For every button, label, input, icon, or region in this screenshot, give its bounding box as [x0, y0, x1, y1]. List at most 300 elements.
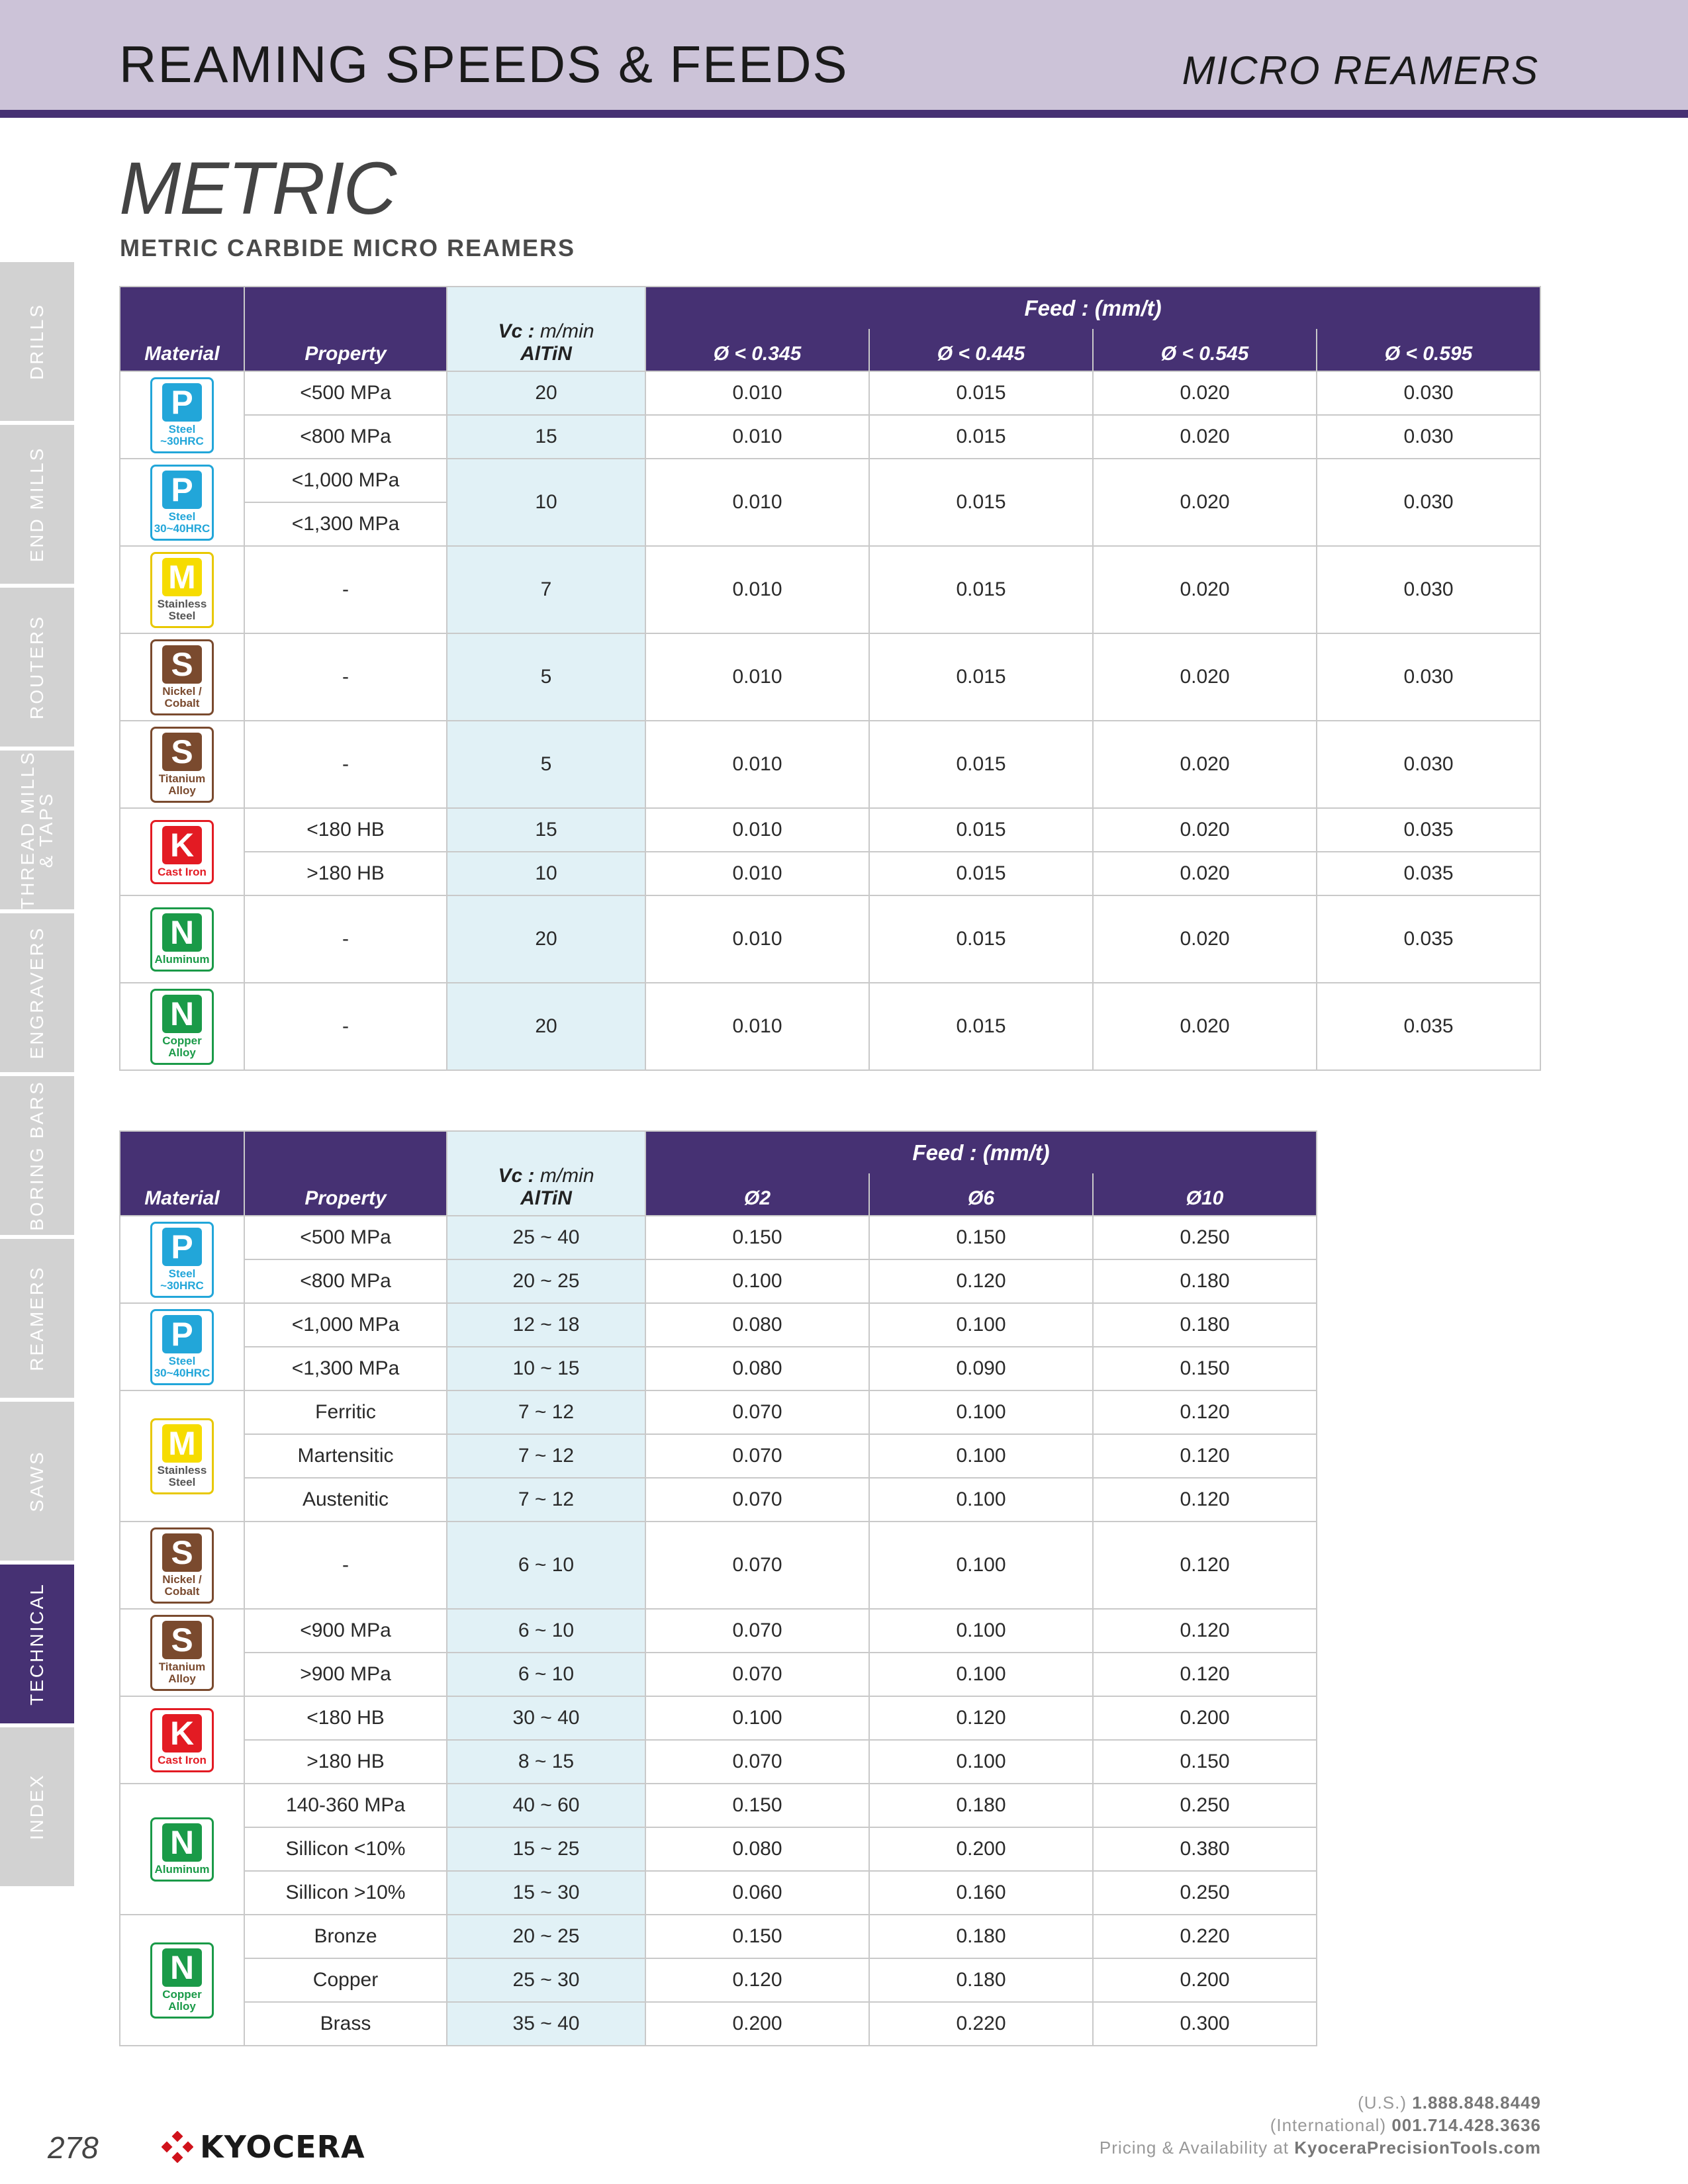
feed-cell: 0.070: [645, 1522, 869, 1609]
badge-text: Stainless Steel: [157, 1463, 207, 1488]
vc-cell: 30 ~ 40: [447, 1696, 645, 1740]
tab-label: [19, 751, 56, 909]
property-cell: Copper: [244, 1958, 447, 2002]
property-cell: -: [244, 895, 447, 983]
feed-cell: 0.035: [1317, 808, 1540, 852]
header-rule: [0, 110, 1688, 118]
table-row: [120, 459, 1540, 502]
feed-cell: 0.020: [1093, 721, 1317, 808]
vc-cell: 6 ~ 10: [447, 1609, 645, 1653]
badge-text: Titanium Alloy: [158, 1660, 206, 1685]
metric-feeds-table-1: [119, 286, 1541, 1071]
feed-cell: 0.010: [645, 415, 869, 459]
feed-cell: 0.200: [869, 1827, 1093, 1871]
feed-cell: 0.100: [869, 1740, 1093, 1784]
material-cell: [120, 721, 244, 808]
col-header-property: Property: [244, 287, 447, 371]
badge-letter: P: [162, 1228, 202, 1266]
feed-cell: 0.300: [1093, 2002, 1317, 2046]
property-cell: >180 HB: [244, 1740, 447, 1784]
tab-label: DRILLS: [26, 302, 47, 381]
property-cell: <180 HB: [244, 808, 447, 852]
feed-cell: 0.070: [645, 1740, 869, 1784]
feed-cell: 0.080: [645, 1347, 869, 1390]
feed-cell: 0.120: [1093, 1609, 1317, 1653]
feed-cell: 0.010: [645, 895, 869, 983]
property-cell: <500 MPa: [244, 371, 447, 415]
page-title: METRIC: [119, 147, 396, 230]
feed-cell: 0.200: [1093, 1696, 1317, 1740]
vc-cell: 20: [447, 983, 645, 1070]
table-row: [120, 852, 1540, 895]
feed-cell: 0.010: [645, 459, 869, 546]
material-cell: [120, 808, 244, 895]
material-badge-m: [150, 552, 214, 628]
property-cell: >180 HB: [244, 852, 447, 895]
feed-cell: 0.035: [1317, 983, 1540, 1070]
page-number: 278: [48, 2130, 99, 2165]
feed-cell: 0.100: [645, 1259, 869, 1303]
tab-thread-mills-taps[interactable]: [0, 751, 74, 913]
table-row: [120, 808, 1540, 852]
contact-web-line: Pricing & Availability at KyoceraPrecisionTools.com: [1099, 2138, 1541, 2158]
feed-cell: 0.180: [1093, 1259, 1317, 1303]
feed-cell: 0.020: [1093, 546, 1317, 633]
vc-cell: 15 ~ 25: [447, 1827, 645, 1871]
vc-cell: 40 ~ 60: [447, 1784, 645, 1827]
feed-cell: 0.100: [869, 1653, 1093, 1696]
feed-cell: 0.080: [645, 1303, 869, 1347]
badge-letter: P: [162, 383, 202, 422]
material-cell: [120, 983, 244, 1070]
material-cell: [120, 1390, 244, 1522]
feed-cell: 0.010: [645, 721, 869, 808]
material-badge-s: [150, 1615, 214, 1691]
feed-cell: 0.030: [1317, 415, 1540, 459]
col-header-vc: [447, 1131, 645, 1216]
feed-cell: 0.015: [869, 633, 1093, 721]
contact-info: [1100, 2091, 1541, 2159]
property-cell: <1,300 MPa: [244, 502, 447, 546]
property-cell: <1,000 MPa: [244, 1303, 447, 1347]
badge-text: Copper Alloy: [162, 1034, 202, 1059]
vc-cell: 15 ~ 30: [447, 1871, 645, 1915]
col-header-property: Property: [244, 1131, 447, 1216]
tab-drills[interactable]: [0, 262, 74, 425]
table-row: [120, 1303, 1317, 1347]
tab-label: REAMERS: [26, 1265, 47, 1371]
vc-cell: 8 ~ 15: [447, 1740, 645, 1784]
feed-cell: 0.030: [1317, 633, 1540, 721]
feed-cell: 0.030: [1317, 721, 1540, 808]
material-badge-m: [150, 1418, 214, 1494]
feed-cell: 0.250: [1093, 1784, 1317, 1827]
badge-text: Cast Iron: [158, 865, 207, 878]
material-cell: [120, 546, 244, 633]
feed-cell: 0.120: [645, 1958, 869, 2002]
vc-label: Vc :: [498, 1165, 535, 1187]
feed-cell: 0.200: [1093, 1958, 1317, 2002]
feed-cell: 0.020: [1093, 808, 1317, 852]
feed-cell: 0.150: [645, 1216, 869, 1259]
table-row: [120, 1958, 1317, 2002]
property-cell: Brass: [244, 2002, 447, 2046]
feed-cell: 0.250: [1093, 1871, 1317, 1915]
col-header-diameter: Ø < 0.445: [869, 329, 1093, 371]
tab-label: ROUTERS: [26, 615, 47, 719]
tab-engravers[interactable]: [0, 913, 74, 1076]
col-header-material: Material: [120, 1131, 244, 1216]
contact-us-line: (U.S.) 1.888.848.8449: [1358, 2093, 1541, 2113]
property-cell: -: [244, 546, 447, 633]
property-cell: <900 MPa: [244, 1609, 447, 1653]
feed-cell: 0.030: [1317, 459, 1540, 546]
feed-cell: 0.010: [645, 808, 869, 852]
feed-cell: 0.020: [1093, 895, 1317, 983]
property-cell: <180 HB: [244, 1696, 447, 1740]
tab-saws[interactable]: [0, 1402, 74, 1565]
property-cell: 140-360 MPa: [244, 1784, 447, 1827]
vc-coating: AlTiN: [520, 1187, 572, 1209]
feed-cell: 0.150: [869, 1216, 1093, 1259]
feed-cell: 0.015: [869, 546, 1093, 633]
tab-label: ENGRAVERS: [26, 926, 47, 1060]
feed-cell: 0.150: [1093, 1347, 1317, 1390]
badge-text: Titanium Alloy: [158, 772, 206, 797]
tab-label: INDEX: [26, 1773, 47, 1841]
website-link[interactable]: KyoceraPrecisionTools.com: [1294, 2138, 1541, 2158]
tab-routers[interactable]: [0, 588, 74, 751]
vc-cell: 10: [447, 459, 645, 546]
feed-cell: 0.100: [869, 1303, 1093, 1347]
badge-letter: P: [162, 1315, 202, 1353]
header-title: REAMING SPEEDS & FEEDS: [119, 35, 849, 93]
feed-cell: 0.120: [1093, 1390, 1317, 1434]
material-cell: [120, 1784, 244, 1915]
material-cell: [120, 633, 244, 721]
feed-cell: 0.035: [1317, 895, 1540, 983]
table-row: [120, 1740, 1317, 1784]
feed-cell: 0.100: [869, 1434, 1093, 1478]
property-cell: -: [244, 983, 447, 1070]
feed-cell: 0.100: [645, 1696, 869, 1740]
feed-cell: 0.030: [1317, 371, 1540, 415]
badge-letter: P: [162, 471, 202, 509]
vc-cell: 20: [447, 371, 645, 415]
table-row: [120, 1696, 1317, 1740]
feed-cell: 0.150: [1093, 1740, 1317, 1784]
feed-cell: 0.180: [869, 1958, 1093, 2002]
feed-cell: 0.010: [645, 371, 869, 415]
table-row: [120, 415, 1540, 459]
property-cell: -: [244, 721, 447, 808]
vc-coating: AlTiN: [520, 343, 572, 365]
material-badge-n: [150, 907, 214, 972]
material-badge-s: [150, 639, 214, 715]
metric-feeds-table-2: [119, 1130, 1317, 2046]
vc-cell: 15: [447, 808, 645, 852]
badge-letter: N: [162, 1823, 202, 1862]
col-header-feed: Feed : (mm/t): [645, 1131, 1317, 1173]
table-row: [120, 1609, 1317, 1653]
feed-cell: 0.015: [869, 415, 1093, 459]
tab-label: TECHNICAL: [26, 1582, 47, 1706]
material-cell: [120, 1915, 244, 2046]
vc-cell: 35 ~ 40: [447, 2002, 645, 2046]
vc-cell: 7 ~ 12: [447, 1390, 645, 1434]
feed-cell: 0.070: [645, 1434, 869, 1478]
feed-cell: 0.120: [1093, 1522, 1317, 1609]
vc-cell: 6 ~ 10: [447, 1653, 645, 1696]
page-subtitle: METRIC CARBIDE MICRO REAMERS: [120, 234, 576, 261]
vc-unit: m/min: [539, 1165, 594, 1187]
feed-cell: 0.015: [869, 852, 1093, 895]
col-header-diameter: Ø < 0.345: [645, 329, 869, 371]
badge-letter: S: [162, 733, 202, 771]
badge-text: Cast Iron: [158, 1753, 207, 1766]
property-cell: -: [244, 633, 447, 721]
feed-cell: 0.060: [645, 1871, 869, 1915]
col-header-diameter: Ø2: [645, 1173, 869, 1216]
material-cell: [120, 1696, 244, 1784]
table-row: [120, 1347, 1317, 1390]
feed-cell: 0.120: [869, 1259, 1093, 1303]
tab-end-mills[interactable]: [0, 425, 74, 588]
table-row: [120, 371, 1540, 415]
table-row: [120, 1827, 1317, 1871]
property-cell: <800 MPa: [244, 1259, 447, 1303]
table-row: [120, 2002, 1317, 2046]
feed-cell: 0.220: [869, 2002, 1093, 2046]
property-cell: Martensitic: [244, 1434, 447, 1478]
kyocera-mark-icon: [162, 2131, 193, 2163]
feed-cell: 0.070: [645, 1478, 869, 1522]
badge-text: Copper Alloy: [162, 1987, 202, 2013]
col-header-vc: [447, 287, 645, 371]
feed-cell: 0.015: [869, 808, 1093, 852]
vc-cell: 25 ~ 30: [447, 1958, 645, 2002]
vc-cell: 7 ~ 12: [447, 1434, 645, 1478]
feed-cell: 0.150: [645, 1915, 869, 1958]
badge-text: Steel 30~40HRC: [154, 510, 211, 535]
table-row: [120, 1390, 1317, 1434]
table-row: [120, 1434, 1317, 1478]
table-row: [120, 1522, 1317, 1609]
intl-phone: 001.714.428.3636: [1391, 2115, 1541, 2135]
material-badge-k: [150, 1708, 214, 1772]
material-badge-p: [150, 465, 214, 541]
feed-cell: 0.180: [1093, 1303, 1317, 1347]
feed-cell: 0.030: [1317, 546, 1540, 633]
feed-cell: 0.150: [645, 1784, 869, 1827]
feed-cell: 0.180: [869, 1915, 1093, 1958]
property-cell: Ferritic: [244, 1390, 447, 1434]
material-badge-p: [150, 1309, 214, 1385]
tab-boring-bars[interactable]: [0, 1076, 74, 1239]
badge-text: Steel ~30HRC: [160, 422, 204, 447]
col-header-material: Material: [120, 287, 244, 371]
feed-cell: 0.015: [869, 459, 1093, 546]
tab-reamers[interactable]: [0, 1239, 74, 1402]
property-cell: >900 MPa: [244, 1653, 447, 1696]
vc-cell: 20: [447, 895, 645, 983]
header-section: MICRO REAMERS: [1182, 48, 1539, 93]
feed-cell: 0.020: [1093, 633, 1317, 721]
vc-cell: 7 ~ 12: [447, 1478, 645, 1522]
material-cell: [120, 1609, 244, 1696]
tab-label: END MILLS: [26, 446, 47, 563]
badge-letter: S: [162, 1533, 202, 1572]
vc-cell: 5: [447, 721, 645, 808]
material-cell: [120, 1303, 244, 1390]
logo-text: KYOCERA: [200, 2129, 365, 2165]
feed-cell: 0.015: [869, 371, 1093, 415]
feed-cell: 0.010: [645, 983, 869, 1070]
vc-cell: 6 ~ 10: [447, 1522, 645, 1609]
badge-letter: N: [162, 1948, 202, 1987]
table-row: [120, 546, 1540, 633]
feed-cell: 0.120: [1093, 1434, 1317, 1478]
col-header-diameter: Ø6: [869, 1173, 1093, 1216]
property-cell: -: [244, 1522, 447, 1609]
col-header-diameter: Ø10: [1093, 1173, 1317, 1216]
feed-cell: 0.120: [869, 1696, 1093, 1740]
feed-cell: 0.015: [869, 721, 1093, 808]
feed-cell: 0.010: [645, 546, 869, 633]
table-row: [120, 1915, 1317, 1958]
vc-cell: 15: [447, 415, 645, 459]
badge-text: Aluminum: [154, 952, 210, 966]
table-row: [120, 983, 1540, 1070]
badge-text: Steel ~30HRC: [160, 1267, 204, 1292]
feed-cell: 0.020: [1093, 983, 1317, 1070]
feed-cell: 0.090: [869, 1347, 1093, 1390]
property-cell: <800 MPa: [244, 415, 447, 459]
feed-cell: 0.035: [1317, 852, 1540, 895]
feed-cell: 0.100: [869, 1522, 1093, 1609]
feed-cell: 0.100: [869, 1609, 1093, 1653]
vc-unit: m/min: [539, 320, 594, 342]
us-phone: 1.888.848.8449: [1412, 2093, 1541, 2113]
vc-cell: 20 ~ 25: [447, 1915, 645, 1958]
feed-cell: 0.100: [869, 1478, 1093, 1522]
feed-cell: 0.070: [645, 1609, 869, 1653]
tab-label-line1: THREAD MILLS: [17, 751, 38, 909]
badge-text: Nickel / Cobalt: [162, 684, 202, 709]
material-cell: [120, 1216, 244, 1303]
feed-cell: 0.070: [645, 1390, 869, 1434]
material-cell: [120, 895, 244, 983]
feed-cell: 0.015: [869, 983, 1093, 1070]
table-row: [120, 895, 1540, 983]
vc-cell: 20 ~ 25: [447, 1259, 645, 1303]
badge-letter: N: [162, 995, 202, 1033]
contact-intl-line: (International) 001.714.428.3636: [1270, 2115, 1541, 2135]
badge-text: Aluminum: [154, 1862, 210, 1876]
material-badge-p: [150, 377, 214, 453]
feed-cell: 0.020: [1093, 415, 1317, 459]
feed-cell: 0.020: [1093, 371, 1317, 415]
feed-cell: 0.380: [1093, 1827, 1317, 1871]
material-badge-s: [150, 1527, 214, 1604]
feed-cell: 0.120: [1093, 1478, 1317, 1522]
badge-text: Steel 30~40HRC: [154, 1354, 211, 1379]
material-badge-n: [150, 1942, 214, 2019]
feed-cell: 0.100: [869, 1390, 1093, 1434]
badge-letter: S: [162, 1621, 202, 1659]
badge-letter: M: [162, 1424, 202, 1463]
material-badge-s: [150, 727, 214, 803]
table-row: [120, 721, 1540, 808]
vc-cell: 25 ~ 40: [447, 1216, 645, 1259]
tab-label: BORING BARS: [26, 1080, 47, 1231]
property-cell: <1,300 MPa: [244, 1347, 447, 1390]
table-row: [120, 1653, 1317, 1696]
table-row: [120, 633, 1540, 721]
tab-index[interactable]: [0, 1727, 74, 1890]
badge-letter: K: [162, 826, 202, 864]
feed-cell: 0.220: [1093, 1915, 1317, 1958]
vc-cell: 10 ~ 15: [447, 1347, 645, 1390]
feed-cell: 0.200: [645, 2002, 869, 2046]
property-cell: Sillicon <10%: [244, 1827, 447, 1871]
feed-cell: 0.080: [645, 1827, 869, 1871]
feed-cell: 0.250: [1093, 1216, 1317, 1259]
material-cell: [120, 459, 244, 546]
material-badge-n: [150, 1817, 214, 1882]
col-header-feed: Feed : (mm/t): [645, 287, 1540, 329]
vc-cell: 7: [447, 546, 645, 633]
badge-letter: K: [162, 1714, 202, 1752]
feed-cell: 0.020: [1093, 852, 1317, 895]
property-cell: <500 MPa: [244, 1216, 447, 1259]
material-cell: [120, 371, 244, 459]
kyocera-logo: [162, 2130, 365, 2163]
property-cell: Bronze: [244, 1915, 447, 1958]
feed-cell: 0.020: [1093, 459, 1317, 546]
property-cell: Sillicon >10%: [244, 1871, 447, 1915]
badge-text: Stainless Steel: [157, 597, 207, 622]
col-header-diameter: Ø < 0.545: [1093, 329, 1317, 371]
material-cell: [120, 1522, 244, 1609]
badge-letter: M: [162, 558, 202, 596]
badge-text: Nickel / Cobalt: [162, 1572, 202, 1598]
vc-label: Vc :: [498, 320, 535, 342]
tab-label: SAWS: [26, 1450, 47, 1512]
table-row: [120, 1478, 1317, 1522]
tab-technical[interactable]: [0, 1565, 74, 1727]
material-badge-k: [150, 820, 214, 884]
tab-label-line2: & TAPS: [36, 792, 56, 868]
property-cell: <1,000 MPa: [244, 459, 447, 502]
col-header-diameter: Ø < 0.595: [1317, 329, 1540, 371]
feed-cell: 0.120: [1093, 1653, 1317, 1696]
property-cell: Austenitic: [244, 1478, 447, 1522]
material-badge-p: [150, 1222, 214, 1298]
feed-cell: 0.010: [645, 852, 869, 895]
feed-cell: 0.015: [869, 895, 1093, 983]
vc-cell: 10: [447, 852, 645, 895]
table-row: [120, 1871, 1317, 1915]
table-row: [120, 1216, 1317, 1259]
feed-cell: 0.160: [869, 1871, 1093, 1915]
table-row: [120, 1259, 1317, 1303]
feed-cell: 0.070: [645, 1653, 869, 1696]
feed-cell: 0.010: [645, 633, 869, 721]
vc-cell: 12 ~ 18: [447, 1303, 645, 1347]
badge-letter: S: [162, 645, 202, 684]
table-row: [120, 1784, 1317, 1827]
